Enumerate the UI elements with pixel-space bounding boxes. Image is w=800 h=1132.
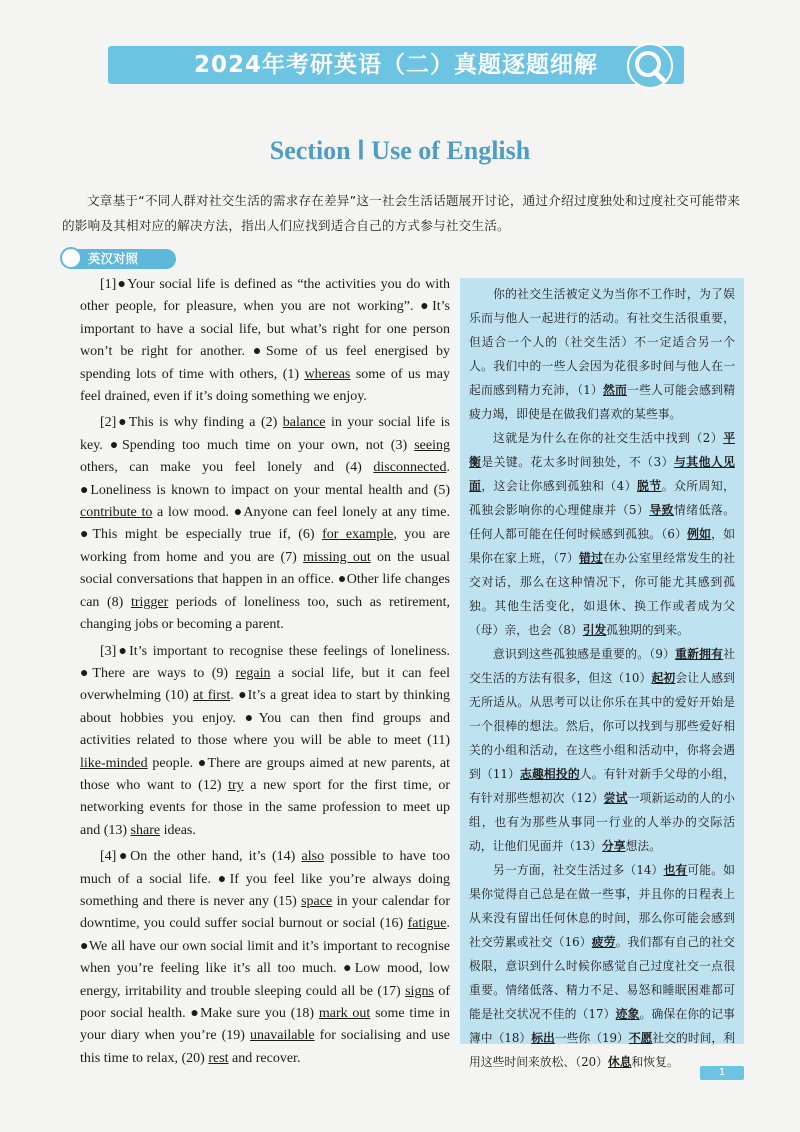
answer-word: 休息 [607, 1055, 632, 1069]
text-run: [3]●It’s important to recognise these feelings of loneliness. ●There are ways to (9) [80, 643, 450, 681]
text-run: and recover. [228, 1050, 301, 1066]
answer-word: 平衡 [469, 431, 735, 469]
text-run: [1]●Your social life is defined as “the activities you do with other people, for pleasure, when you are not working”. ●It’s important to have a social life, but what’s right for one person won’t be right for another. ●Some of us feel energised by spending lots of time with others, (1) [80, 277, 450, 382]
answer-word: for example [322, 527, 394, 543]
magnifier-icon [624, 40, 676, 92]
text-run: periods of loneliness too, such as retirement, changing jobs or becoming a parent. [80, 594, 450, 633]
text-run: some of us may feel drained, even if it’s doing something we enjoy. [80, 366, 450, 405]
answer-word: 志趣相投的 [520, 767, 580, 781]
english-paragraph-2 [80, 412, 450, 636]
text-run: others, can make you feel lonely and (4) [80, 460, 374, 476]
answer-word: disconnected [373, 460, 447, 476]
text-run: 人。有针对新手父母的小组，有针对那些想初次（12） [469, 767, 735, 805]
text-run: 意识到这些孤独感是重要的。（9） [493, 647, 676, 661]
text-run: [4]●On the other hand, it’s (14) [100, 849, 302, 865]
text-run: 。确保在你的记事簿中（18） [469, 1007, 735, 1045]
english-paragraph-1 [80, 274, 450, 408]
tag-label: 英汉对照 [88, 251, 139, 266]
chinese-paragraph-2 [469, 426, 735, 642]
answer-word: missing out [303, 549, 371, 565]
text-run: [2]●This is why finding a (2) [100, 415, 283, 431]
text-run: a low mood. ●Anyone can feel lonely at any time. ●This might be especially true if, (6) [80, 505, 451, 543]
header-banner [0, 38, 800, 92]
text-run: possible to have too much of a social life. ●If you feel like you’re always doing something and there is never any (15) [80, 849, 450, 909]
text-run: 这就是为什么在你的社交生活中找到（2） [493, 431, 724, 445]
answer-word: 疲劳 [591, 935, 616, 949]
chinese-paragraph-1 [469, 282, 735, 426]
answer-word: at first [193, 688, 231, 704]
english-column [80, 274, 450, 1074]
text-run: ，这会让你感到孤独和（4） [481, 479, 638, 493]
answer-word: 尝试 [603, 791, 628, 805]
text-run: a new sport for the first time, or networking events for those in the same profession to meet up and (13) [80, 777, 451, 838]
text-run: 想法。 [625, 839, 661, 853]
answer-word: 起初 [651, 671, 676, 685]
chinese-paragraph-3 [469, 642, 735, 858]
chinese-translation-panel [460, 278, 744, 1069]
text-run: 一项新运动的人的小组，也有为那些从事同一行业的人举办的交际活动，让他们见面并（13） [469, 791, 735, 853]
text-run: 在办公室里经常发生的社交对话，那么在这种情况下，你可能尤其感到孤独。其他生活变化，如退休、换工作或者成为父（母）亲，也会（8） [469, 551, 735, 637]
text-run: 一些你（19） [554, 1031, 629, 1045]
text-run: 孤独期的到来。 [606, 623, 689, 637]
chinese-paragraph-4 [469, 858, 735, 1074]
answer-word: trigger [130, 594, 169, 610]
text-run: 会让人感到无所适从。从思考可以让你乐在其中的爱好开始是一个很棒的想法。然后，你可以找到与那些爱好相关的小组和活动，在这些小组和活动中，你将会遇到（11） [469, 671, 735, 781]
text-run: , you are working from home and you are (7) [80, 527, 451, 565]
answer-word: fatigue [407, 916, 447, 932]
text-run: 你的社交生活被定义为当你不工作时，为了娱乐而与他人一起进行的活动。有社交生活很重要，但适合一个人的（社交生活）不一定适合另一个人。我们中的一些人会因为花很多时间与他人在一起而感到精力充沛，（1） [469, 287, 735, 397]
answer-word: 与其他人见面 [469, 455, 735, 493]
answer-word: 脱节 [637, 479, 662, 493]
english-paragraph-4 [80, 846, 450, 1070]
intro-paragraph: 文章基于“不同人群对社交生活的需求存在差异”这一社会生活话题展开讨论，通过介绍过度独处和过度社交可能带来的影响及其相对应的解决方法，指出人们应找到适合自己的方式参与社交生活。 [62, 193, 741, 233]
text-run: ideas. [160, 822, 196, 838]
text-run: 另一方面，社交生活过多（14） [493, 863, 664, 877]
text-run: for socialising and use this time to relax, (20) [80, 1028, 450, 1066]
answer-word: 迹象 [615, 1007, 640, 1021]
tag-circle-icon [60, 247, 82, 269]
text-run: 情绪低落。任何人都可能在任何时候感到孤独。（6） [469, 503, 735, 541]
text-run: 社交的时间，利用这些时间来放松、（20） [469, 1031, 736, 1069]
text-run: 一些人可能会感到精疲力竭，即使是在做我们喜欢的某些事。 [469, 383, 735, 421]
answer-word: like-minded [80, 755, 148, 771]
answer-word: contribute to [80, 505, 153, 521]
text-run: 和恢复。 [631, 1055, 679, 1069]
answer-word: 导致 [649, 503, 674, 517]
answer-word: 引发 [582, 623, 607, 637]
text-run: 。众所周知，孤独会影响你的心理健康并（5） [469, 479, 735, 517]
text-run: . ●It’s a great idea to start by thinking about hobbies you enjoy. ●You can then find groups and activities related to those where you will be able to meet (11) [80, 688, 450, 749]
text-run: on the usual social conversations that happen in an office. ●Other life changes can (8) [80, 549, 451, 610]
answer-word: 重新拥有 [675, 647, 724, 661]
text-run: a social life, but it can feel overwhelming (10) [80, 665, 450, 704]
answer-word: 例如 [687, 527, 712, 541]
answer-word: space [301, 893, 333, 909]
text-run: 。我们都有自己的社交极限，意识到什么时候你感觉自己过度社交一点很重要。情绪低落、精力不足、易怒和睡眠困难都可能是社交状况不佳的（17） [469, 935, 735, 1021]
answer-word: share [130, 822, 161, 838]
text-run: ，如果你在家上班，（7） [469, 527, 735, 565]
text-run: in your social life is key. ●Spending too much time on your own, not (3) [80, 415, 450, 453]
answer-word: regain [235, 665, 271, 681]
bilingual-tag [60, 247, 176, 271]
answer-word: also [301, 849, 325, 865]
answer-word: 不愿 [628, 1031, 653, 1045]
page-number: 1 [700, 1066, 744, 1080]
answer-word: signs [405, 983, 434, 999]
text-run: 可能。如果你觉得自己总是在做一些事，并且你的日程表上从来没有留出任何休息的时间，那么你可能会感到社交劳累或社交（16） [469, 863, 735, 949]
text-run: . ●Loneliness is known to impact on your mental health and (5) [80, 460, 450, 498]
answer-word: mark out [318, 1006, 371, 1021]
answer-word: try [228, 777, 244, 793]
text-run: some time in your diary when you’re (19) [80, 1006, 450, 1044]
text-run: . ●We all have our own social limit and it’s important to recognise when you’re feeling like it’s all too much. ●Low mood, low energy, irritability and trouble sleeping could all be (17) [80, 916, 450, 999]
answer-word: 也有 [663, 863, 688, 877]
answer-word: 错过 [578, 551, 604, 565]
text-run: in your calendar for downtime, you could suffer social burnout or social (16) [80, 893, 450, 932]
answer-word: balance [282, 415, 326, 431]
text-run: 是关键。花太多时间独处，不（3） [481, 455, 674, 469]
text-run: of poor social health. ●Make sure you (18) [80, 983, 450, 1021]
text-run: people. ●There are groups aimed at new parents, at those who want to (12) [80, 755, 450, 793]
english-paragraph-3 [80, 641, 450, 843]
answer-word: 分享 [601, 839, 626, 853]
answer-word: whereas [304, 366, 351, 382]
section-title: Section Ⅰ Use of English [269, 136, 531, 165]
answer-word: 标出 [531, 1031, 555, 1045]
answer-word: rest [208, 1050, 229, 1066]
answer-word: 然而 [603, 383, 628, 397]
answer-word: unavailable [250, 1028, 315, 1044]
page-header-title: 2024年考研英语（二）真题逐题细解 [193, 52, 598, 78]
answer-word: seeing [414, 437, 450, 453]
text-run: 社交生活的方法有很多，但这（10） [469, 647, 735, 685]
